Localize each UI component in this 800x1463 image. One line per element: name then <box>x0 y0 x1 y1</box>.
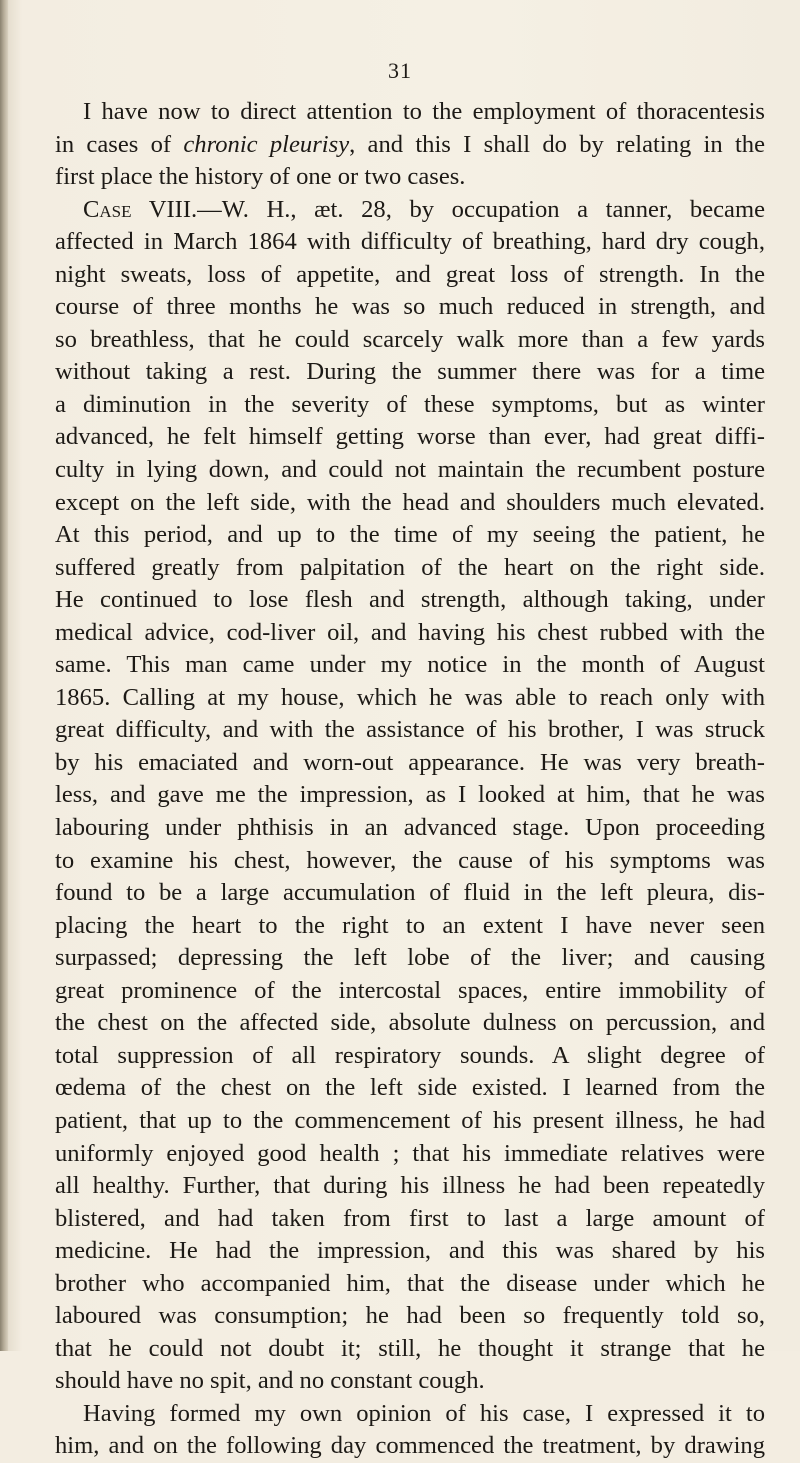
case-heading: Case <box>83 195 132 223</box>
text-line: should have no spit, and no constant cough. <box>55 1367 485 1395</box>
text-line: laboured was consumption; he had been so frequently told so, <box>55 1302 765 1330</box>
text-line: course of three months he was so much reduced in strength, and <box>55 293 765 321</box>
text-line: Case VIII.—W. H., æt. 28, by occupation a tanner, became <box>83 195 765 223</box>
text-line: less, and gave me the impression, as I looked at him, that he was <box>55 781 765 809</box>
text-line: culty in lying down, and could not maintain the recumbent posture <box>55 456 765 484</box>
text-line: except on the left side, with the head and shoulders much elevated. <box>55 488 765 516</box>
text-line: I have now to direct attention to the employment of thoracentesis <box>83 98 765 125</box>
page-number: 31 <box>388 58 412 83</box>
text-line: surpassed; depressing the left lobe of the liver; and causing <box>55 944 765 972</box>
text-line: uniformly enjoyed good health ; that his immediate relatives were <box>55 1139 765 1167</box>
text-line: suffered greatly from palpitation of the heart on the right side. <box>55 553 765 581</box>
text-line: 1865. Calling at my house, which he was able to reach only with <box>55 683 765 711</box>
text-line: total suppression of all respiratory sounds. A slight degree of <box>55 1041 765 1069</box>
italic-term: chronic pleurisy <box>183 130 350 158</box>
text-line: night sweats, loss of appetite, and great loss of strength. In the <box>55 260 765 288</box>
text-line: great difficulty, and with the assistance of his brother, I was struck <box>55 716 765 744</box>
text-line: without taking a rest. During the summer there was for a time <box>55 358 765 386</box>
text-line: blistered, and had taken from first to last a large amount of <box>55 1204 765 1232</box>
text-line: great prominence of the intercostal spaces, entire immobility of <box>55 976 765 1004</box>
text-line: Having formed my own opinion of his case, I expressed it to <box>83 1399 765 1427</box>
text-line: At this period, and up to the time of my seeing the patient, he <box>55 521 765 549</box>
text-line: affected in March 1864 with difficulty of breathing, hard dry cough, <box>55 228 765 256</box>
text-line: found to be a large accumulation of fluid in the left pleura, dis- <box>55 879 765 907</box>
text-line: first place the history of one or two cases. <box>55 163 466 191</box>
text-line: him, and on the following day commenced the treatment, by drawing <box>55 1432 765 1460</box>
text-line: medicine. He had the impression, and this was shared by his <box>55 1237 765 1265</box>
text-line: to examine his chest, however, the cause of his symptoms was <box>55 846 765 874</box>
text-line: all healthy. Further, that during his illness he had been repeatedly <box>55 1172 765 1200</box>
text-line: in cases of chronic pleurisy, and this I shall do by relating in the <box>55 130 765 158</box>
text-line: œdema of the chest on the left side existed. I learned from the <box>55 1074 765 1102</box>
text-line: brother who accompanied him, that the disease under which he <box>55 1269 765 1297</box>
text-line: the chest on the affected side, absolute dulness on percussion, and <box>55 1009 765 1037</box>
text-line: by his emaciated and worn-out appearance. He was very breath- <box>55 748 765 776</box>
body-text <box>55 96 765 1463</box>
text-line: so breathless, that he could scarcely walk more than a few yards <box>55 325 765 353</box>
text-line: He continued to lose flesh and strength, although taking, under <box>55 586 765 614</box>
text-line: that he could not doubt it; still, he thought it strange that he <box>55 1334 765 1362</box>
text-line: labouring under phthisis in an advanced stage. Upon proceeding <box>55 814 765 842</box>
text-line: placing the heart to the right to an extent I have never seen <box>55 911 765 939</box>
text-line: same. This man came under my notice in the month of August <box>55 651 765 679</box>
text-line: a diminution in the severity of these symptoms, but as winter <box>55 390 765 418</box>
text-line: medical advice, cod-liver oil, and having his chest rubbed with the <box>55 618 765 646</box>
text-line: advanced, he felt himself getting worse than ever, had great diffi- <box>55 423 765 451</box>
text-line: patient, that up to the commencement of his present illness, he had <box>55 1106 765 1134</box>
page-gutter-shadow <box>0 0 8 1351</box>
